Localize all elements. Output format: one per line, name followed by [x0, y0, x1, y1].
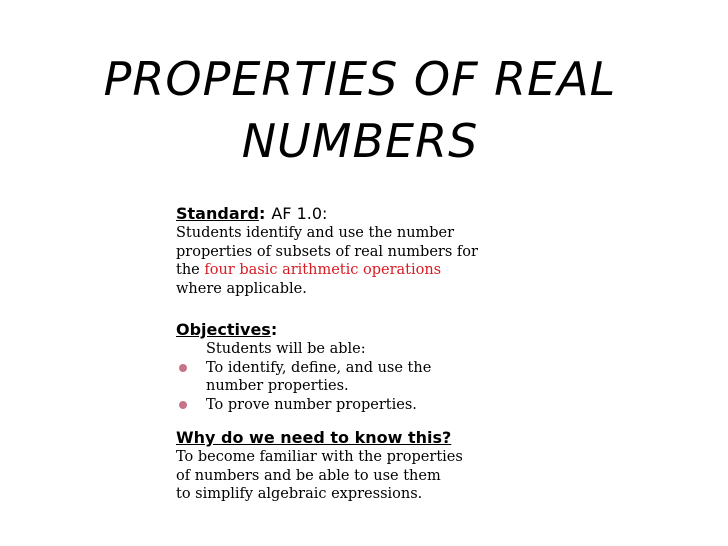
- why-heading: [176, 428, 536, 448]
- standard-text-line-3-prefix: the: [176, 262, 205, 278]
- why-text-line-3: to simplify algebraic expressions.: [176, 486, 423, 502]
- objective-item: [176, 359, 536, 396]
- why-text-line-1: To become familiar with the properties: [176, 449, 463, 465]
- why-text-line-2: of numbers and be able to use them: [176, 467, 441, 484]
- slide-title: [60, 48, 660, 172]
- standard-text-line-1: Students identify and use the number: [176, 225, 455, 241]
- slide-title-line-2: NUMBERS: [241, 114, 479, 168]
- objective-2-line-1: To prove number properties.: [206, 396, 417, 413]
- bullet-icon: [179, 364, 187, 372]
- objective-item: [176, 396, 536, 415]
- objectives-heading-colon: :: [270, 320, 278, 339]
- standard-text-line-4: where applicable.: [176, 280, 307, 297]
- objectives-list: [176, 359, 536, 415]
- standard-heading-colon: :: [258, 204, 266, 223]
- objectives-heading-label: Objectives: [176, 320, 271, 339]
- standard-text-line-3: [176, 261, 536, 280]
- slide-body: [176, 204, 536, 504]
- objectives-intro: Students will be able:: [206, 341, 366, 357]
- why-heading-label: Why do we need to know this?: [176, 428, 452, 447]
- bullet-icon: [179, 401, 187, 409]
- objectives-heading: [176, 320, 536, 340]
- slide-title-line-1: PROPERTIES OF REAL: [103, 52, 617, 106]
- standard-heading: [176, 204, 536, 224]
- objective-1-line-2: number properties.: [206, 378, 349, 394]
- standard-heading-label: Standard: [176, 204, 259, 223]
- standard-text-line-2: properties of subsets of real numbers for: [176, 243, 478, 260]
- standard-highlight: four basic arithmetic operations: [204, 262, 442, 278]
- standard-code: AF 1.0:: [271, 204, 328, 223]
- objective-1-line-1: To identify, define, and use the: [206, 359, 432, 376]
